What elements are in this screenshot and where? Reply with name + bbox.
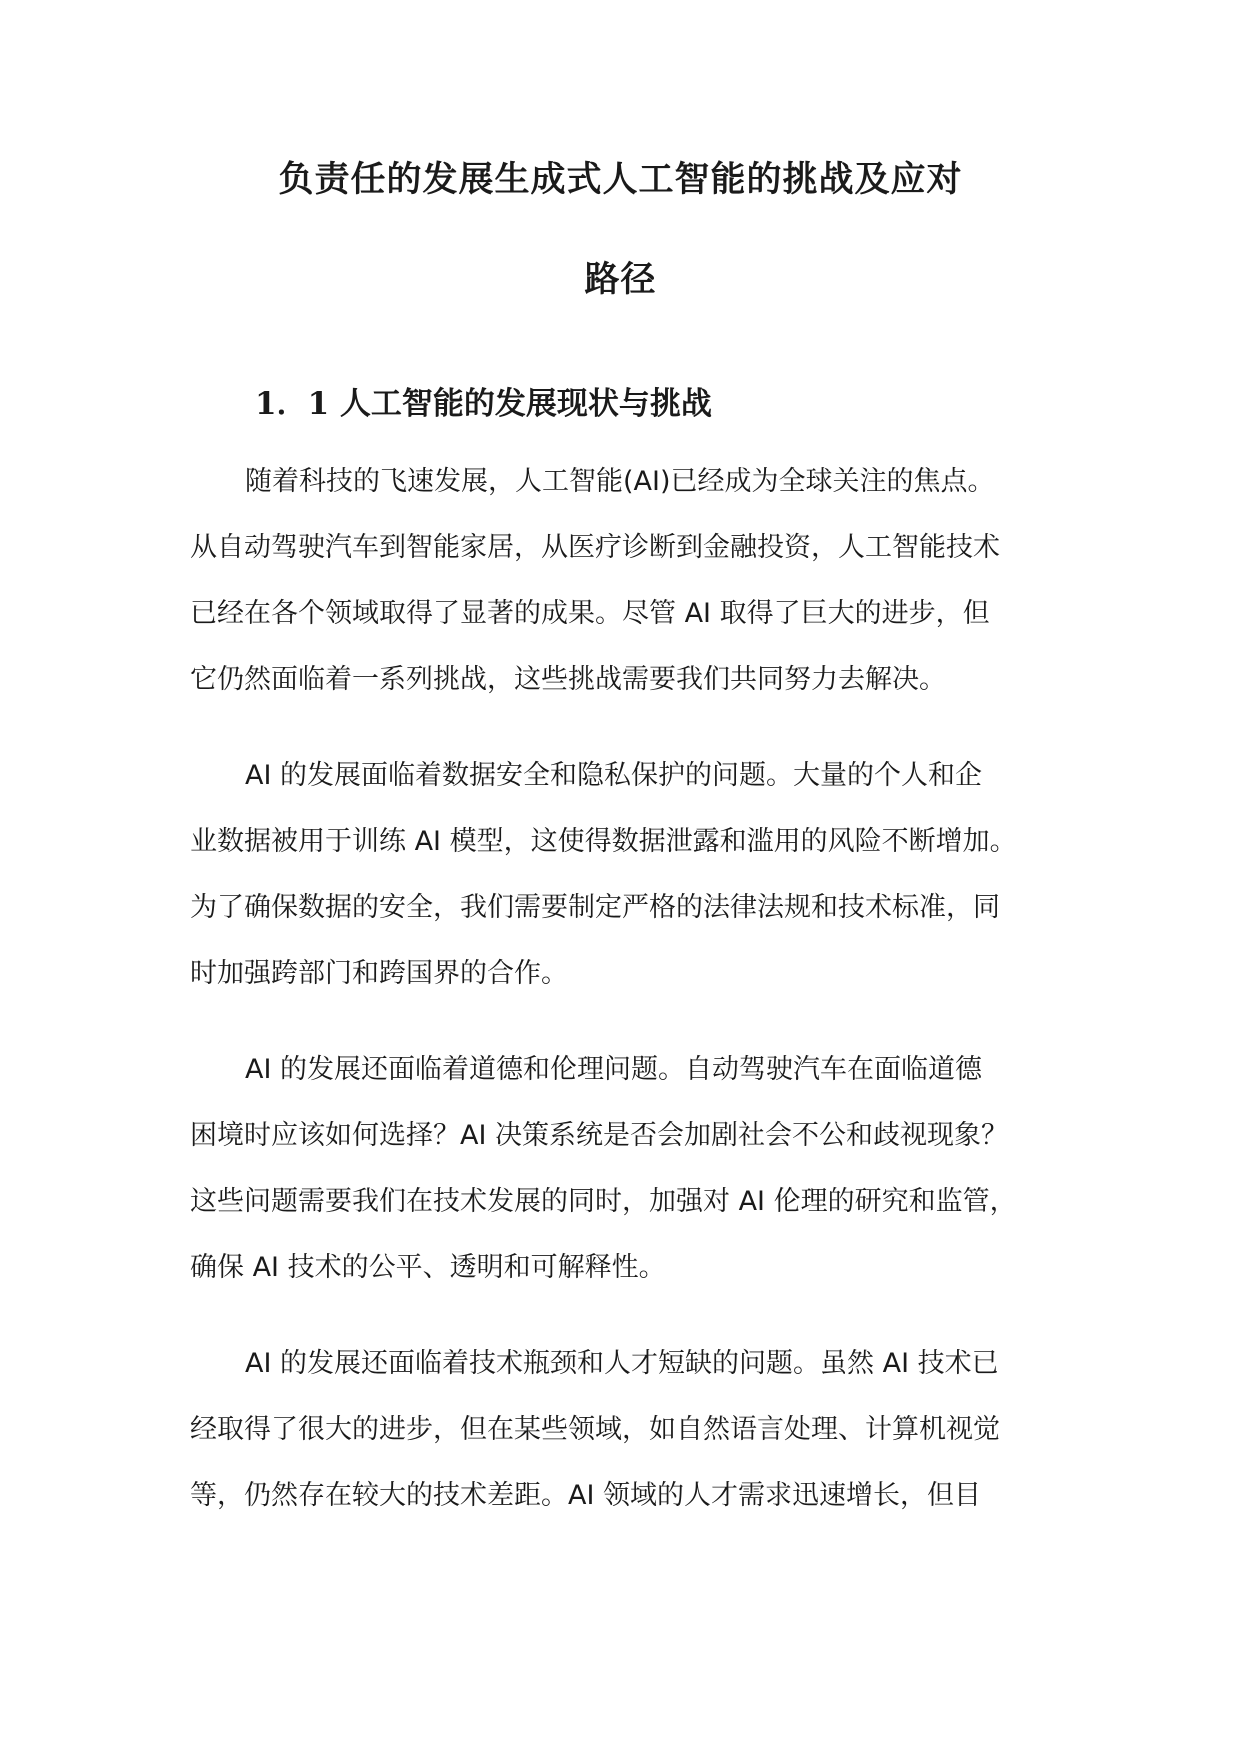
body-line: 随着科技的飞速发展，人工智能(AI)已经成为全球关注的焦点。 — [245, 466, 995, 497]
body-line: 确保 AI 技术的公平、透明和可解释性。 — [190, 1252, 666, 1283]
body-line: 业数据被用于训练 AI 模型，这使得数据泄露和滥用的风险不断增加。 — [190, 826, 1017, 857]
body-line: 它仍然面临着一系列挑战，这些挑战需要我们共同努力去解决。 — [190, 664, 946, 695]
body-line: 时加强跨部门和跨国界的合作。 — [190, 958, 568, 989]
body-line: 从自动驾驶汽车到智能家居，从医疗诊断到金融投资，人工智能技术 — [190, 532, 1000, 563]
body-line: 经取得了很大的进步，但在某些领域，如自然语言处理、计算机视觉 — [190, 1414, 1000, 1445]
body-line: AI 的发展还面临着技术瓶颈和人才短缺的问题。虽然 AI 技术已 — [245, 1348, 999, 1379]
document-title-line-2: 路径 — [584, 259, 657, 300]
body-line: 等，仍然存在较大的技术差距。AI 领域的人才需求迅速增长，但目 — [190, 1480, 982, 1511]
document-title-line-1: 负责任的发展生成式人工智能的挑战及应对 — [278, 159, 963, 200]
body-line: 困境时应该如何选择？AI 决策系统是否会加剧社会不公和歧视现象？ — [190, 1120, 1009, 1151]
body-line: 已经在各个领域取得了显著的成果。尽管 AI 取得了巨大的进步，但 — [190, 598, 990, 629]
body-line: 这些问题需要我们在技术发展的同时，加强对 AI 伦理的研究和监管， — [190, 1186, 1017, 1217]
body-line: AI 的发展面临着数据安全和隐私保护的问题。大量的个人和企 — [245, 760, 983, 791]
body-line: AI 的发展还面临着道德和伦理问题。自动驾驶汽车在面临道德 — [245, 1054, 983, 1085]
body-line: 为了确保数据的安全，我们需要制定严格的法律法规和技术标准，同 — [190, 892, 1000, 923]
section-heading: 1．1 人工智能的发展现状与挑战 — [255, 386, 712, 422]
